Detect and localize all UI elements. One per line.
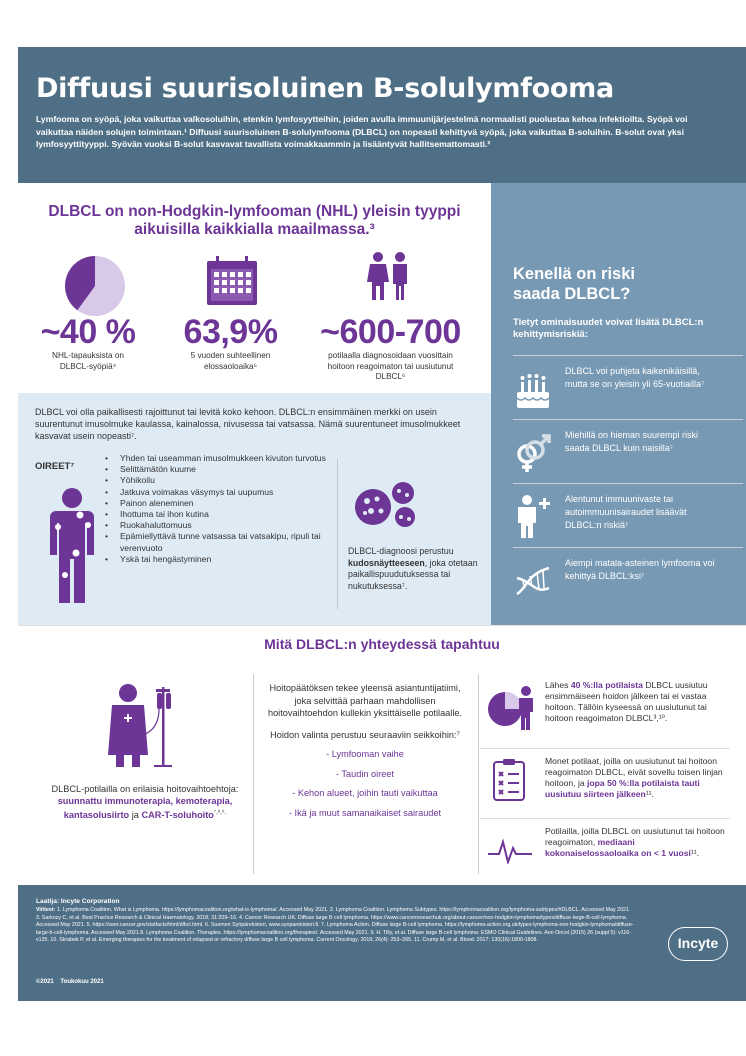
survival-stat [545,826,730,859]
decision-factor: - Lymfooman vaihe [326,749,404,759]
calendar-icon [206,255,258,307]
decision-factor: - Ikä ja muut samanaikaiset sairaudet [288,807,442,818]
references-label: Viitteet: [36,907,56,913]
person-plus-icon [513,494,553,540]
list-item: • Jatkuva voimakas väsymys tai uupumus [118,487,328,498]
stat-label: potilaalla diagnosoidaan vuosittain hoitoon reagoimaton tai uusiutunut DLBCL⁶ [327,351,454,381]
list-item: • Epämiellyttävä tunne vatsassa tai vatsakipu, ripuli tai verenvuoto [118,531,328,553]
divider [480,748,730,749]
footer [18,885,746,1001]
risk-panel [491,183,746,625]
risk-item-gender [513,419,743,483]
references-text: 1. Lymphoma Coalition. What is Lymphoma. https://lymphomacoalition.org/what-is-lymphoma/. Accessed May 2021. 2. Lymphoma Coalition. Lymphoma Subtypes. https://lymphomacoalition.org/lymphoma-subtypes/#DLBCL. Accessed May 2021. 3. Sarkozy C, et al. Best Practice Research & Clinical Haematology. 2018; 31:209–16. 4. Cancer Research UK. Diffuse large B cell lymphoma. https://www.cancerresearchuk.org/about-cancer/non-hodgkin-lymphoma/types/diffuse-large-B-cell-lymphoma. Accessed May 2021. 5. https://seer.cancer.gov/statfacts/html/dlbcl.html. 6. Suomen Syöpärekisteri, www.syoparekisteri.fi. 7. Lymphoma Action. Diffuse large B-cell lymphoma. https://lymphoma-action.org.uk/types-lymphoma-non-hodgkin-lymphoma/diffuse-large-b-cell-lymphoma. Accessed May 2021.8. Lymphoma Coalition. Therapies. https://lymphomacoalition.org/therapies/. Accessed May 2021. 9. H. Tilly, et al. Diffuse large B-cell lymphoma: ESMO Clinical Guidelines. Ann Oncol (2015) 26 (suppl 5): v116-v125. 10. Skrabek P, et al. Emerging therapies for the treatment of relapsed or refractory diffuse large B cell lymphoma. Current Oncology. 2019; 26(4): 253–265. 11. Crump M, et al. Blood. 2017; 130(16):1800-1808. [36,907,634,943]
risk-item-immunity [513,483,743,547]
pie-chart-icon [64,255,126,317]
survival-post: ¹¹. [690,848,700,858]
list-item: • Ruokahaluttomuus [118,520,328,531]
page-title: Diffuusi suurisoluinen B-solulymfooma [36,73,614,104]
pie-person-icon [487,685,535,731]
list-item: • Yskä tai hengästyminen [118,554,328,565]
relapse-pre: Lähes [545,680,571,690]
stat-value: ~40 % [40,313,136,351]
list-item: • Ihottuma tai ihon kutina [118,509,328,520]
diagnosis-bold: kudosnäytteeseen [348,557,425,568]
copyright-date: ©2021 Toukokuu 2021 [36,979,104,985]
list-item: • Selittämätön kuume [118,464,328,475]
relapse-stat [545,680,730,724]
risk-subtitle: Tietyt ominaisuudet voivat lisätä DLBCL:n kehittymisriskiä: [513,317,704,340]
divider [480,818,730,819]
stat-label: 5 vuoden suhteellinen elossaoloaika⁵ [190,351,271,371]
second-line-bold: jopa 50 %:lla potilaista tauti uusiutuu siirteen jälkeen [545,778,700,799]
diagnosis-pre: DLBCL-diagnoosi perustuu [348,546,454,556]
risk-title: Kenellä on riski saada DLBCL? [513,265,635,303]
decision-factor: - Kehon alueet, joihin tauti vaikuttaa [292,788,438,798]
decision-intro: Hoitopäätöksen tekee yleensä asiantuntijatiimi, joka selvittää parhaan mahdollisen hoitovaihtoehdon kullekin yksittäiselle potilaalle. [267,683,463,718]
risk-item-text: DLBCL voi puhjeta kaikenikäisillä, mutta se on yleisin yli 65-vuotiailla⁷ [565,366,705,389]
relapse-post: DLBCL uusiutuu ensimmäiseen hoidon jälkeen tai ei vastaa hoitoon. Tällöin kyseessä on uusiutunut tai hoitoon reagoimaton DLBCL³,¹⁰. [545,680,708,723]
symptoms-heading: OIREET⁷ [35,461,75,472]
people-icon [366,252,412,302]
treatment-options-list: suunnattu immunoterapia, kemoterapia, kantasolusiirto [57,796,233,821]
treatment-title: Mitä DLBCL:n yhteydessä tapahtuu [264,636,500,652]
treatment-options [50,783,240,821]
diagnosis-text [348,546,478,592]
diagnosis-post: , joka otetaan paikallispuudutuksessa tai nukutuksessa⁷. [348,557,478,591]
list-item: • Yhden tai useamman imusolmukkeen kivuton turvotus [118,453,328,464]
list-item: • Yöhikoilu [118,475,328,486]
birthday-cake-icon [513,366,553,412]
stat-survival [168,315,293,372]
stats-heading: DLBCL on non-Hodgkin-lymfooman (NHL) yleisin tyyppi aikuisilla kaikkialla maailmassa.³ [48,203,461,238]
risk-item-age [513,355,743,419]
risk-item-text: Miehillä on hieman suurempi riski saada DLBCL kuin naisilla⁷ [565,430,699,453]
relapse-bold: 40 %:lla potilaista [570,680,643,690]
treatment-options-intro: DLBCL-potilailla on erilaisia hoitovaihtoehtoja: [51,784,239,794]
symptoms-intro: DLBCL voi olla paikallisesti rajoittunut tai levitä koko kehoon. DLBCL:n ensimmäinen merkki on usein suurentunut imusolmuke kaulassa, kainalossa, nivusessa tai vatsassa. Nämä suurentuneet imusolmukkeet kasvavat usein nopeasti⁷. [35,407,461,441]
checklist-icon [492,758,526,802]
stat-label: NHL-tapauksista on DLBCL-syöpiä⁴ [52,351,124,371]
author: Laatija: Incyte Corporation [36,898,120,905]
survival-bold: mediaani kokonaiselossaoloaika on < 1 vuosi [545,837,691,858]
treatment-decision [260,682,470,819]
header-banner [18,47,746,183]
stat-value: ~600-700 [320,313,461,351]
risk-item-text: Alentunut immuunivaste tai autoimmuunisairaudet lisäävät DLBCL:n riskiä⁷ [565,494,687,530]
list-item: • Painon aleneminen [118,498,328,509]
column-divider [478,674,479,874]
decision-basis: Hoidon valinta perustuu seuraaviin seikkoihin:⁷ [270,729,460,740]
second-line-post: ¹¹. [645,789,654,799]
treatment-options-refs: ⁷,⁸,⁹. [213,810,227,816]
cells-icon [353,481,421,529]
patient-iv-icon [100,683,182,767]
stats-section [18,183,491,393]
survival-pre: Potilailla, joilla DLBCL on uusiutunut tai hoitoon reagoimaton, [545,826,725,847]
dna-icon [513,558,553,604]
treatment-options-cart: CAR-T-soluhoito [141,810,214,821]
stat-nhl-share [28,315,148,372]
heartbeat-icon [487,838,533,864]
stat-yearly-cases [303,315,478,383]
symptoms-section [18,393,491,625]
header-intro: Lymfooma on syöpä, joka vaikuttaa valkosoluihin, etenkin lymfosyytteihin, joiden avulla immuunijärjestelmä normaalisti puolustaa kehoa infektioilta. Syöpä voi vaikuttaa näiden solujen toimintaan.¹ Diffuusi suurisoluinen B-solulymfooma (DLBCL) on nopeasti kehittyvä syöpä, joka vaikuttaa B-soluihin. B-solut ovat yksi lymfosyyttityyppi. Syövän vuoksi B-solut kasvavat tavallista voimakkaammin ja lisääntyvät hallitsemattomasti.² [36,114,688,149]
second-line-stat [545,756,730,800]
column-divider [253,674,254,874]
stat-value: 63,9% [183,313,278,351]
decision-factor: - Taudin oireet [335,768,395,779]
gender-symbols-icon [513,430,553,476]
second-line-pre: Monet potilaat, joilla on uusiutunut tai hoitoon reagoimaton DLBCL, eivät sovellu toisen linjan hoitoon, ja [545,756,723,788]
risk-item-text: Aiempi matala-asteinen lymfooma voi kehittyä DLBCL:ksi⁷ [565,558,715,581]
body-lymph-nodes-icon [46,487,98,605]
divider [18,625,746,626]
risk-item-prior-lymphoma [513,547,743,611]
symptom-list [118,453,328,565]
treatment-options-and: ja [131,810,139,821]
references [36,907,636,945]
incyte-logo: Incyte [668,927,728,961]
section-divider [337,459,338,609]
